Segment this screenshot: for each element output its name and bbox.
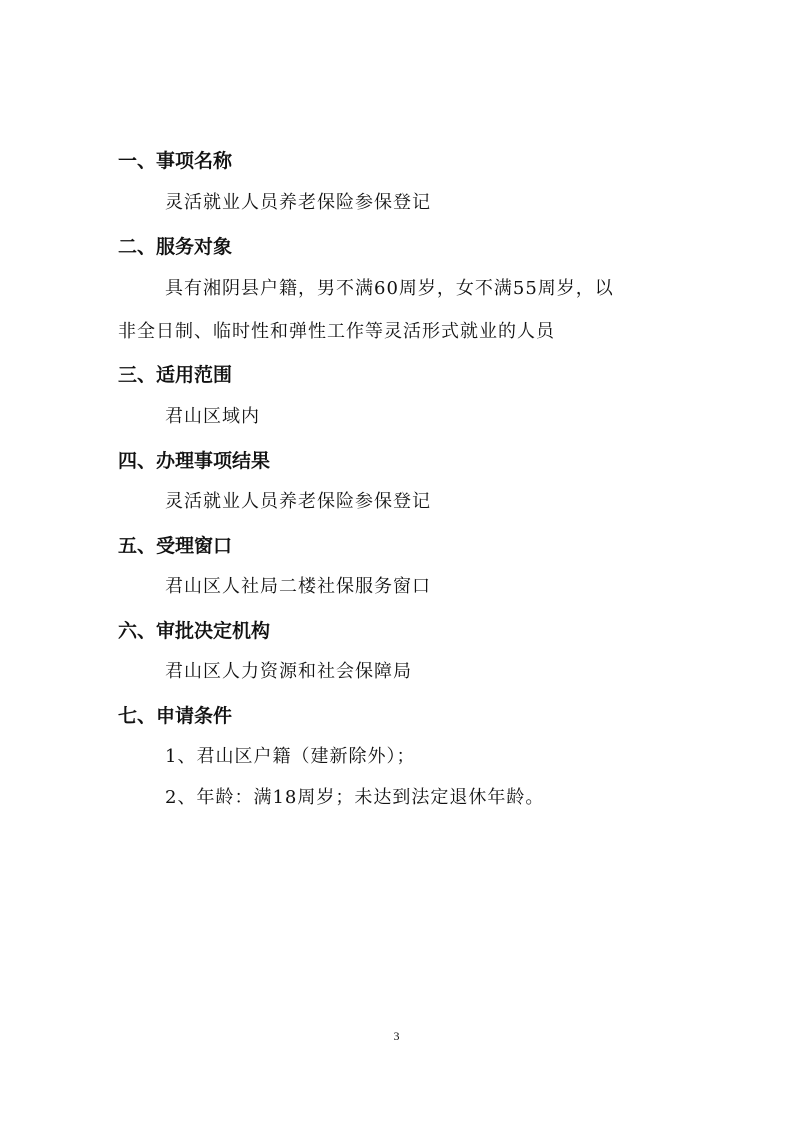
section-heading-scope: 三、适用范围 (118, 364, 233, 386)
section-text-item-name: 灵活就业人员养老保险参保登记 (165, 192, 431, 213)
section-heading-item-name: 一、事项名称 (118, 150, 233, 172)
section-text-result: 灵活就业人员养老保险参保登记 (165, 491, 431, 512)
section-text-approval-authority: 君山区人力资源和社会保障局 (165, 661, 412, 682)
page-number: 3 (393, 1029, 400, 1043)
section-heading-approval-authority: 六、审批决定机构 (118, 620, 271, 642)
section-text-window: 君山区人社局二楼社保服务窗口 (165, 576, 431, 597)
section-text-condition-2: 2、年龄：满18周岁；未达到法定退休年龄。 (165, 787, 545, 808)
section-text-scope: 君山区域内 (165, 406, 260, 427)
section-text-condition-1: 1、君山区户籍（建新除外）； (165, 746, 416, 767)
section-heading-result: 四、办理事项结果 (118, 450, 271, 472)
section-text-service-target-line-2: 非全日制、临时性和弹性工作等灵活形式就业的人员 (118, 321, 555, 342)
section-text-service-target-line-1: 具有湘阴县户籍，男不满60周岁，女不满55周岁，以 (165, 278, 614, 299)
section-heading-conditions: 七、申请条件 (118, 705, 233, 727)
section-heading-service-target: 二、服务对象 (118, 236, 233, 258)
section-heading-window: 五、受理窗口 (118, 535, 233, 557)
